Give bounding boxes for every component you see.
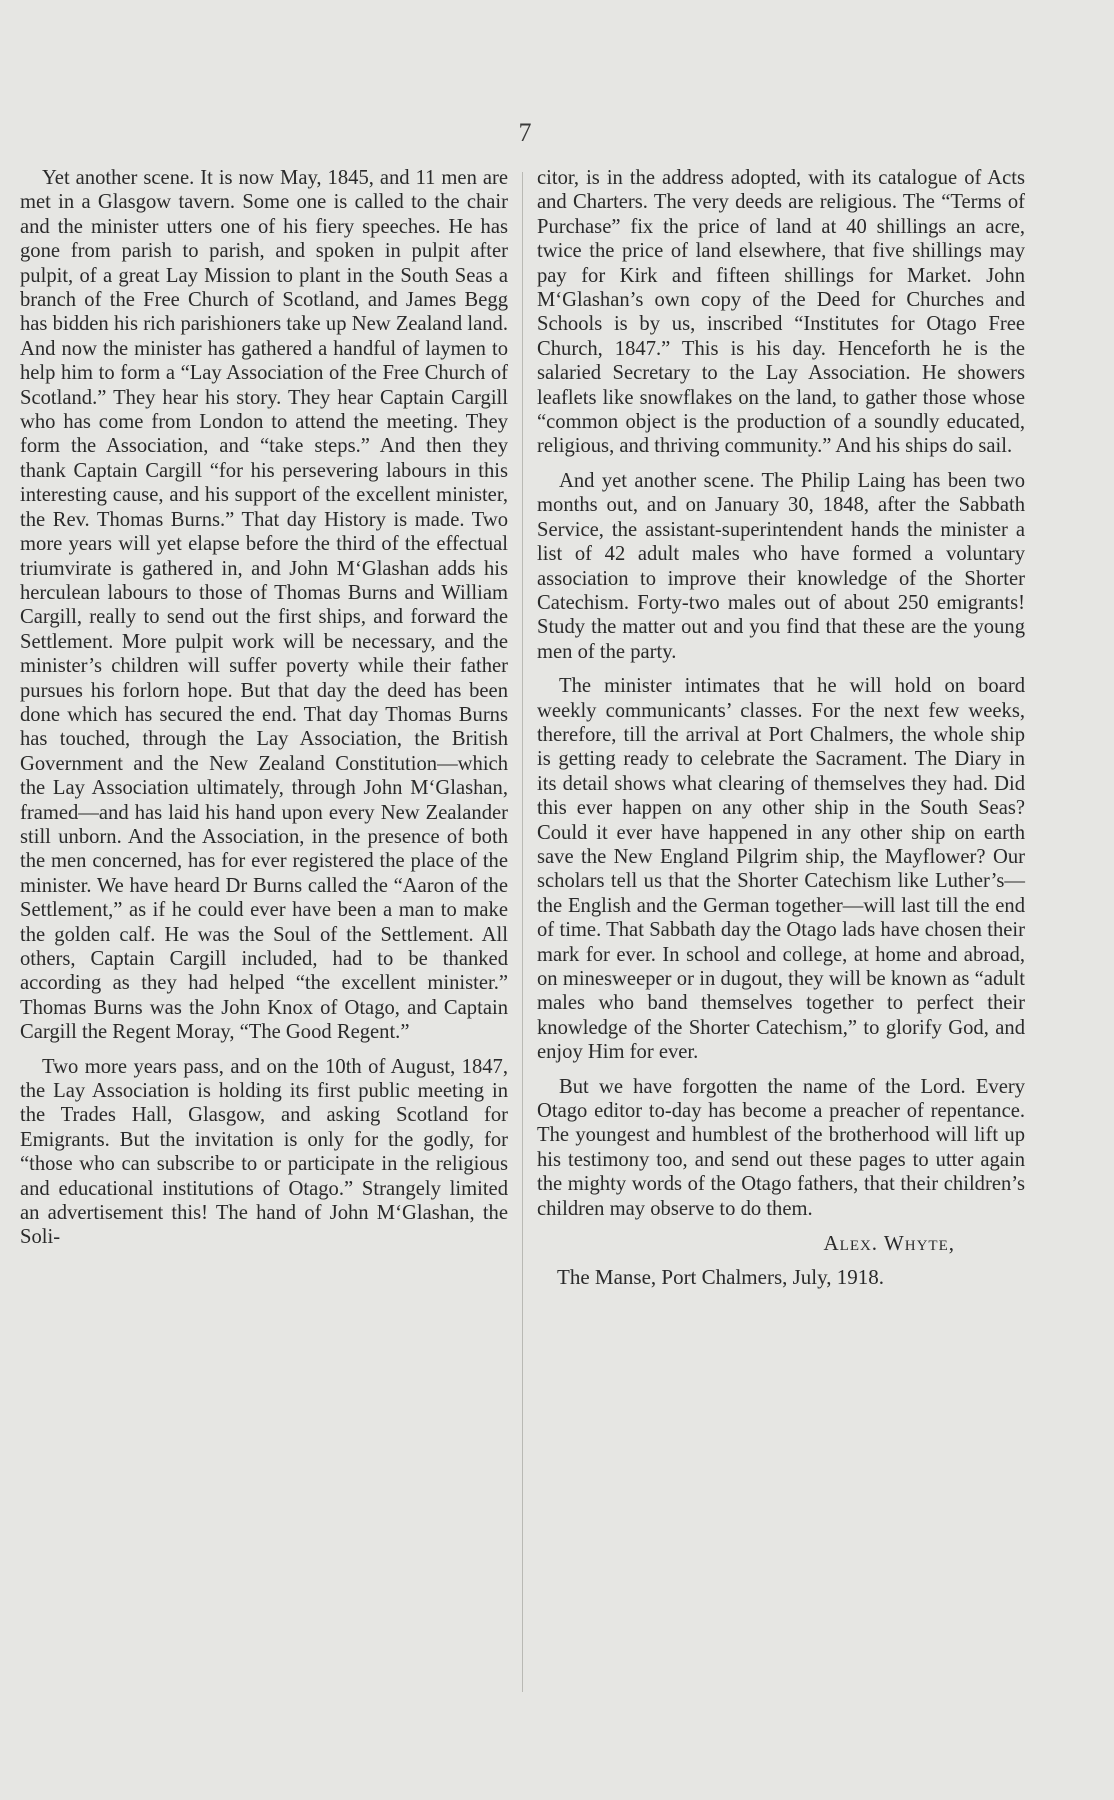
left-column [20, 166, 508, 1260]
paragraph-communicants: The minister intimates that he will hold on board weekly communicants’ classes. For the next few weeks, therefore, till the arrival at Port Chalmers, the whole ship is getting ready to celebrate the Sacrament. The Diary in its detail shows what clearing of themselves they had. Did this ever happen on any other ship in the South Seas? Could it ever have happened in any other ship on earth save the New England Pilgrim ship, the Mayflower? Our scholars tell us that the Shorter Catechism like Luther’s—the English and the German together—will last till the end of time. That Sabbath day the Otago lads have chosen their mark for ever. In school and college, at home and abroad, on minesweeper or in dugout, they will be known as “adult males who band themselves together to perfect their knowledge of the Shorter Catechism,” to glorify God, and enjoy Him for ever. [537, 675, 1025, 1064]
column-divider [522, 172, 523, 1692]
paragraph-lay-association: Yet another scene. It is now May, 1845, and 11 men are met in a Glasgow tavern. Some one is called to the chair and the minister utters one of his fiery speeches. He has gone from parish to parish, and spoken in pulpit after pulpit, of a great Lay Mission to plant in the South Seas a branch of the Free Church of Scotland, and James Begg has bidden his rich parishioners take up New Zealand land. And now the minister has gathered a handful of laymen to help him to form a “Lay Association of the Free Church of Scotland.” They hear his story. They hear Captain Cargill who has come from London to attend the meeting. They form the Association, and “take steps.” And then they thank Captain Cargill “for his persevering labours in this interesting cause, and his support of the excellent minister, the Rev. Thomas Burns.” That day History is made. Two more years will yet elapse before the third of the effectual triumvirate is gathered in, and John M‘Glashan adds his herculean labours to those of Thomas Burns and William Cargill, really to send out the first ships, and forward the Settlement. More pulpit work will be necessary, and the minister’s children will suffer poverty while their father pursues his forlorn hope. But that day the deed has been done which has secured the end. That day Thomas Burns has touched, through the Lay Association, the British Government and the New Zealand Constitution—which the Lay Association ultimately, through John M‘Glashan, framed—and has laid his hand upon every New Zealander still unborn. And the Association, in the presence of both the men concerned, has for ever registered the place of the minister. We have heard Dr Burns called the “Aaron of the Settlement,” as if he could ever have been a man to make the golden calf. He was the Soul of the Settlement. All others, Captain Cargill included, had to be thanked according as they had helped “the excellent minister.” Thomas Burns was the John Knox of Otago, and Captain Cargill the Regent Moray, “The Good Regent.” [20, 167, 508, 1044]
paragraph-continuation: citor, is in the address adopted, with its catalogue of Acts and Charters. The very deeds are religious. The “Terms of Purchase” fix the price of land at 40 shillings an acre, twice the price of land elsewhere, that five shillings may pay for Kirk and fifteen shillings for Market. John M‘Glashan’s own copy of the Deed for Churches and Schools is by us, inscribed “Institutes for Otago Free Church, 1847.” This is his day. Henceforth he is the salaried Secretary to the Lay Association. He showers leaflets like snowflakes on the land, to gather those whose “common object is the production of a soundly educated, religious, and thriving community.” And his ships do sail. [537, 167, 1025, 458]
paragraph-closing: But we have forgotten the name of the Lord. Every Otago editor to-day has become a preacher of repentance. The youngest and humblest of the brotherhood will lift up his testimony too, and send out these pages to utter again the mighty words of the Otago fathers, that their children’s children may observe to do them. [537, 1075, 1025, 1220]
paragraph-public-meeting: Two more years pass, and on the 10th of August, 1847, the Lay Association is holding its first public meeting in the Trades Hall, Glasgow, and asking Scotland for Emigrants. But the invitation is only for the godly, for “those who can subscribe to or participate in the religious and educational institutions of Otago.” Strangely limited an advertisement this! The hand of John M‘Glashan, the Soli- [20, 1055, 508, 1249]
paragraph-philip-laing: And yet another scene. The Philip Laing has been two months out, and on January 30, 1848, after the Sabbath Service, the assistant-superintendent hands the minister a list of 42 adult males who have formed a voluntary association to improve their knowledge of the Shorter Catechism. Forty-two males out of about 250 emigrants! Study the matter out and you find that these are the young men of the party. [537, 469, 1025, 663]
place-and-date: The Manse, Port Chalmers, July, 1918. [557, 1265, 885, 1290]
right-column [537, 166, 1025, 1290]
author-signature: Alex. Whyte, [823, 1231, 955, 1256]
page-number: 7 [518, 118, 532, 147]
